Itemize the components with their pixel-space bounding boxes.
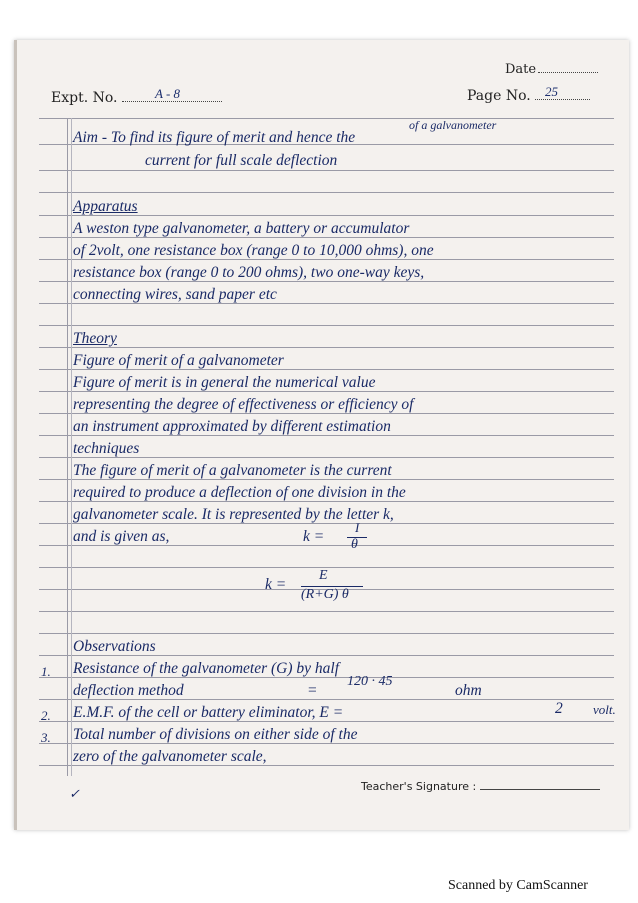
teacher-signature-label: Teacher's Signature : xyxy=(361,780,477,793)
equation-2-numerator: E xyxy=(319,568,328,583)
apparatus-line-1: A weston type galvanometer, a battery or accumulator xyxy=(73,220,410,237)
teacher-signature-field xyxy=(361,780,600,793)
date-field xyxy=(505,62,598,77)
theory-line-7: required to produce a deflection of one division in the xyxy=(73,484,406,501)
aim-line-2: current for full scale deflection xyxy=(145,152,338,169)
expt-value: A - 8 xyxy=(155,86,181,101)
observation-2-value: 2 xyxy=(555,700,563,717)
theory-title: Theory xyxy=(73,330,117,347)
aim-insertion: of a galvanometer xyxy=(409,118,497,132)
observation-number-3: 3. xyxy=(41,730,51,745)
observation-1-equals: = xyxy=(307,682,318,699)
theory-line-1: Figure of merit of a galvanometer xyxy=(73,352,284,369)
theory-line-8: galvanometer scale. It is represented by the letter k, xyxy=(73,506,394,523)
page-no-field xyxy=(467,84,590,104)
observation-2-line: E.M.F. of the cell or battery eliminator, E = xyxy=(73,704,344,721)
theory-line-9: and is given as, xyxy=(73,528,170,545)
equation-1-numerator: I xyxy=(355,520,360,535)
scanner-watermark: Scanned by CamScanner xyxy=(448,878,588,893)
apparatus-title: Apparatus xyxy=(73,198,138,215)
theory-line-2: Figure of merit is in general the numerical value xyxy=(73,374,376,391)
expt-label: Expt. No. xyxy=(51,90,118,106)
theory-line-6: The figure of merit of a galvanometer is the current xyxy=(73,462,392,479)
theory-line-4: an instrument approximated by different estimation xyxy=(73,418,391,435)
observation-1-value: 120 · 45 xyxy=(347,674,393,689)
equation-1-lhs: k = xyxy=(303,528,325,545)
theory-line-5: techniques xyxy=(73,440,140,457)
apparatus-line-3: resistance box (range 0 to 200 ohms), two one-way keys, xyxy=(73,264,425,281)
page-value: 25 xyxy=(545,84,558,99)
aim-line-1: Aim - To find its figure of merit and hence the xyxy=(73,129,356,146)
page-label: Page No. xyxy=(467,88,531,104)
observation-number-2: 2. xyxy=(41,708,51,723)
observation-1-unit: ohm xyxy=(455,682,482,699)
equation-1-denominator: θ xyxy=(351,537,358,552)
observation-2-unit: volt. xyxy=(593,702,616,717)
apparatus-line-2: of 2volt, one resistance box (range 0 to 10,000 ohms), one xyxy=(73,242,434,259)
date-label: Date xyxy=(505,62,537,77)
observations-title: Observations xyxy=(73,638,156,655)
observation-1-line-1: Resistance of the galvanometer (G) by half xyxy=(73,660,340,677)
expt-no-field xyxy=(51,86,222,106)
observation-number-1: 1. xyxy=(41,664,51,679)
equation-2-denominator: (R+G) θ xyxy=(301,587,349,602)
check-mark: ✓ xyxy=(69,786,80,801)
notebook-page xyxy=(14,40,629,830)
apparatus-line-4: connecting wires, sand paper etc xyxy=(73,286,277,303)
theory-line-3: representing the degree of effectiveness or efficiency of xyxy=(73,396,414,413)
observation-1-line-2: deflection method xyxy=(73,682,184,699)
observation-3-line-1: Total number of divisions on either side of the xyxy=(73,726,358,743)
equation-2-lhs: k = xyxy=(265,576,287,593)
observation-3-line-2: zero of the galvanometer scale, xyxy=(73,748,267,765)
